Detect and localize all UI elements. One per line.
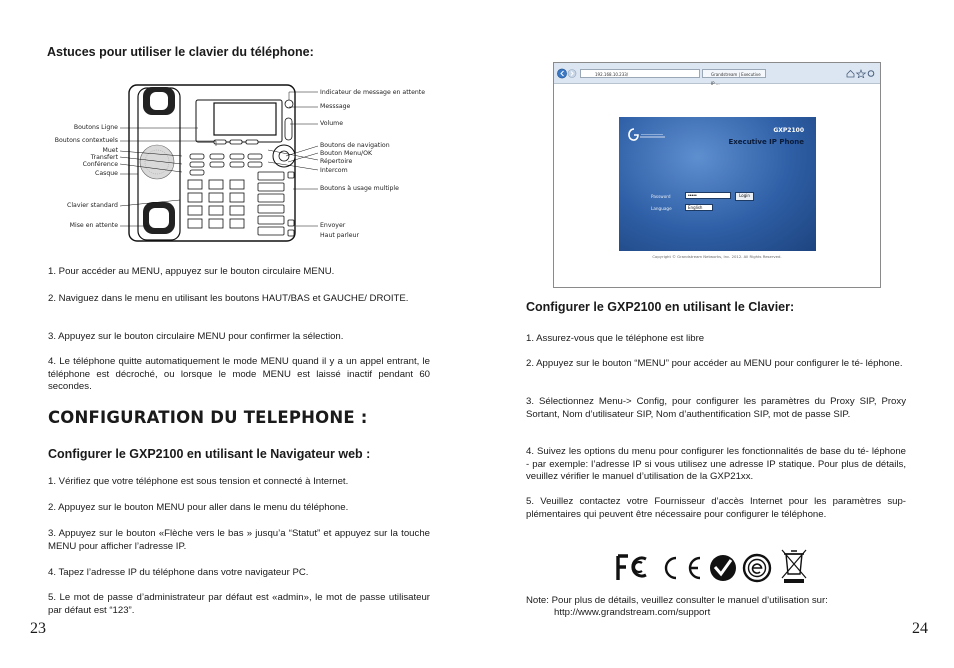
support-note: Note: Pour plus de détails, veuillez consulter le manuel d’utilisation sur: xyxy=(526,595,828,606)
label-transfer: Transfert xyxy=(90,154,118,161)
label-menu-ok: Bouton Menu/OK xyxy=(320,150,373,157)
password-label: Password xyxy=(651,194,671,199)
page-number-left: 23 xyxy=(30,620,46,637)
tip-step-1: 1. Pour accéder au MENU, appuyez sur le bouton circulaire MENU. xyxy=(48,266,335,277)
login-panel xyxy=(619,117,816,251)
browser-tab[interactable]: Grandstream | Executive IP ... xyxy=(702,69,766,78)
home-star-gear-icon[interactable] xyxy=(846,69,876,78)
fcc-icon xyxy=(618,556,646,580)
label-line-buttons: Boutons Ligne xyxy=(73,124,118,131)
address-bar[interactable]: 192.168.10.233/ xyxy=(580,69,700,78)
label-mute: Muet xyxy=(102,147,118,154)
keypad-step-4: 4. Suivez les options du menu pour configurer les fonctionnalités de base du té- léphone - par exemple: l’adresse IP si vous utilisez une adresse IP statique. Pour plus de détails, veuillez vérifier le manuel d’utilisation de la GXP21xx. xyxy=(526,446,906,483)
label-message: Messsage xyxy=(320,103,351,110)
page-number-right: 24 xyxy=(912,620,928,637)
tip-step-3: 3. Appuyez sur le bouton circulaire MENU pour confirmer la sélection. xyxy=(48,331,344,342)
tip-step-2: 2. Naviguez dans le menu en utilisant les boutons HAUT/BAS et GAUCHE/ DROITE. xyxy=(48,293,409,304)
support-url[interactable]: http://www.grandstream.com/support xyxy=(554,607,711,618)
web-step-3: 3. Appuyez sur le bouton «Flèche vers le bas » jusqu’a “Statut” et appuyez sur la touche MENU pour afficher l’adresse IP. xyxy=(48,528,430,552)
language-select[interactable]: English xyxy=(685,204,713,211)
label-speaker: Haut parleur xyxy=(320,232,360,239)
tip-step-4: 4. Le téléphone quitte automatiquement le mode MENU quand il y a un appel entrant, le téléphone est décroché, ou lorsque le mode MENU est laissé inactif pendant 60 secondes. xyxy=(48,356,430,393)
keypad-tips-heading: Astuces pour utiliser le clavier du téléphone: xyxy=(47,45,314,59)
back-forward-icon[interactable] xyxy=(557,68,579,79)
label-hold: Mise en attente xyxy=(69,222,118,229)
ecological-e-icon xyxy=(744,555,770,581)
web-step-5: 5. Le mot de passe d’administrateur par défaut est «admin», le mot de passe utilisateur par défaut est “123”. xyxy=(48,592,430,616)
keypad-step-5: 5. Veuillez contactez votre Fournisseur d’accès Internet pour les paramètres sup- plémentaires qui peuvent être nécessaire pour configurer le téléphone. xyxy=(526,496,906,520)
copyright-text: Copyright © Grandstream Networks, Inc. 2012. All Rights Reserved. xyxy=(652,254,782,259)
keypad-step-3: 3. Sélectionnez Menu-> Config, pour configurer les paramètres du Proxy SIP, Proxy Sortant, Nom d’utilisateur SIP, Nom d’authentification SIP, mot de passe SIP. xyxy=(526,396,906,420)
label-multipurpose: Boutons à usage multiple xyxy=(320,185,399,192)
keypad-config-heading: Configurer le GXP2100 en utilisant le Clavier: xyxy=(526,300,795,314)
compliance-logos xyxy=(616,548,812,584)
weee-bin-icon xyxy=(782,550,806,583)
keypad-step-2: 2. Appuyez sur le bouton “MENU” pour accéder au MENU pour configurer le té- léphone. xyxy=(526,358,903,369)
label-navigation: Boutons de navigation xyxy=(320,142,390,149)
label-phonebook: Répertoire xyxy=(320,158,353,165)
label-volume: Volume xyxy=(320,120,344,127)
grandstream-logo-icon xyxy=(625,125,667,145)
password-input[interactable]: ••••• xyxy=(685,192,731,199)
language-label: Language xyxy=(651,206,672,211)
web-config-heading: Configurer le GXP2100 en utilisant le Navigateur web : xyxy=(48,447,371,461)
label-mwi: Indicateur de message en attente xyxy=(320,89,426,96)
ce-icon xyxy=(666,558,700,578)
label-conference: Conférence xyxy=(82,161,118,168)
c-tick-icon xyxy=(710,555,736,581)
product-name: Executive IP Phone xyxy=(728,138,804,146)
label-standard-keypad: Clavier standard xyxy=(67,202,118,209)
label-send: Envoyer xyxy=(320,222,346,229)
browser-screenshot xyxy=(553,62,881,288)
label-intercom: Intercom xyxy=(320,167,348,174)
web-step-2: 2. Appuyez sur le bouton MENU pour aller dans le menu du téléphone. xyxy=(48,502,349,513)
label-softkeys: Boutons contextuels xyxy=(54,137,118,144)
keypad-step-1: 1. Assurez-vous que le téléphone est libre xyxy=(526,333,705,344)
browser-toolbar xyxy=(554,63,880,84)
label-headset: Casque xyxy=(95,170,118,177)
callout-lines xyxy=(118,90,318,240)
phone-configuration-title: CONFIGURATION DU TELEPHONE : xyxy=(48,408,368,427)
web-step-4: 4. Tapez l’adresse IP du téléphone dans votre navigateur PC. xyxy=(48,567,309,578)
login-button[interactable]: Login xyxy=(735,192,754,201)
model-name: GXP2100 xyxy=(773,127,804,134)
web-step-1: 1. Vérifiez que votre téléphone est sous tension et connecté à Internet. xyxy=(48,476,349,487)
